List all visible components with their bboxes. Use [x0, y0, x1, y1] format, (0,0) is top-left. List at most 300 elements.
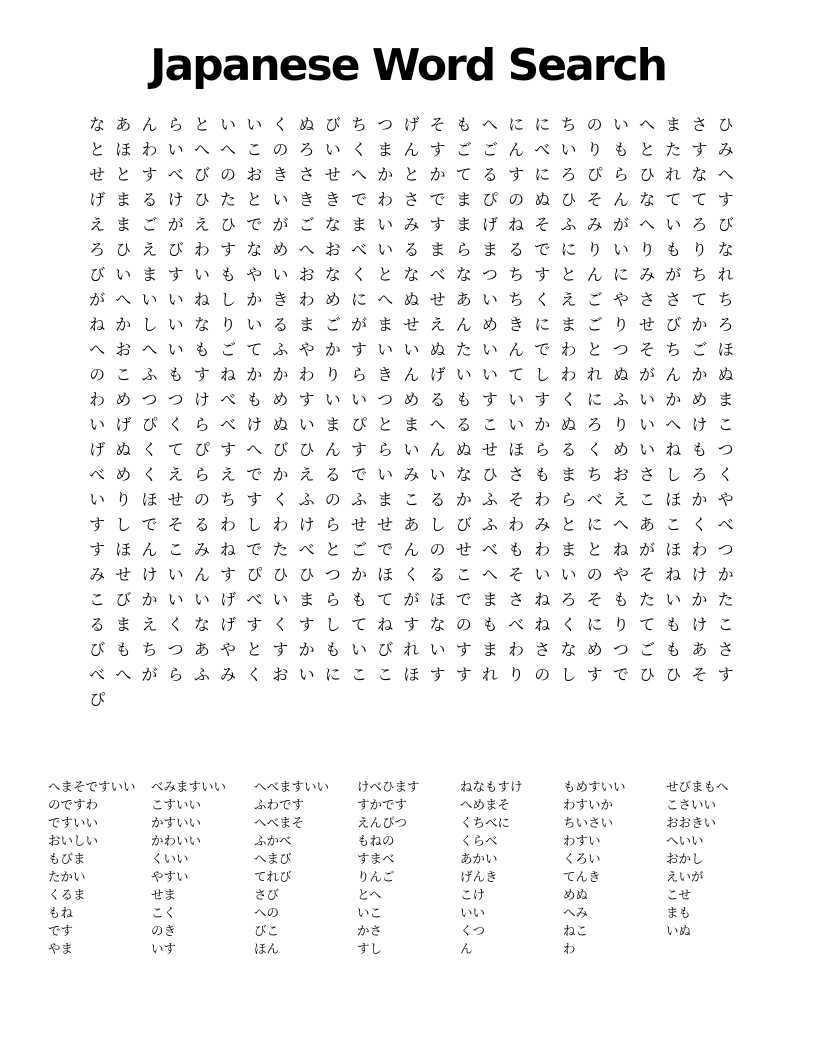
grid-letter: そ [639, 340, 656, 359]
grid-letter: す [717, 190, 734, 209]
grid-letter: ふ [481, 490, 498, 509]
grid-letter: に [534, 315, 551, 334]
grid-letter: こ [403, 490, 420, 509]
grid-letter: せ [377, 515, 394, 534]
grid-letter: も [193, 340, 210, 359]
grid-letter: な [193, 615, 210, 634]
grid-letter: ね [612, 540, 629, 559]
grid-letter: べ [350, 240, 367, 259]
word-list-item: わすい [563, 833, 601, 848]
grid-letter: み [403, 465, 420, 484]
grid-letter: り [612, 615, 629, 634]
grid-letter: い [272, 265, 289, 284]
word-list-item: へべまそ [254, 815, 305, 830]
grid-letter: と [586, 340, 603, 359]
grid-letter: と [324, 540, 341, 559]
grid-letter: い [350, 640, 367, 659]
grid-letter: り [115, 490, 132, 509]
grid-letter: く [272, 490, 289, 509]
grid-letter: す [534, 390, 551, 409]
grid-letter: く [246, 665, 263, 684]
grid-letter: て [350, 615, 367, 634]
grid-letter: ひ [481, 465, 498, 484]
grid-letter: ご [298, 215, 315, 234]
grid-letter: せ [89, 165, 106, 184]
grid-letter: み [534, 515, 551, 534]
grid-letter: も [115, 640, 132, 659]
grid-letter: つ [612, 640, 629, 659]
grid-letter: ほ [665, 540, 682, 559]
grid-letter: べ [586, 490, 603, 509]
grid-letter: ろ [89, 240, 106, 259]
grid-letter: と [586, 540, 603, 559]
grid-letter: な [639, 190, 656, 209]
grid-letter: く [272, 615, 289, 634]
word-list-column [254, 778, 357, 958]
word-list-item: いす [151, 941, 177, 956]
grid-letter: ぴ [246, 565, 263, 584]
grid-letter: れ [403, 640, 420, 659]
grid-letter: お [612, 465, 629, 484]
grid-letter: ま [298, 315, 315, 334]
word-list-item: すかです [357, 797, 408, 812]
grid-letter: さ [639, 290, 656, 309]
grid-letter: ね [534, 615, 551, 634]
grid-letter: い [377, 240, 394, 259]
grid-letter: ぬ [534, 190, 551, 209]
grid-letter: い [272, 590, 289, 609]
grid-letter: ご [586, 290, 603, 309]
grid-letter: ん [612, 190, 629, 209]
word-list-column [460, 778, 563, 958]
grid-letter: り [612, 315, 629, 334]
grid-letter: す [455, 640, 472, 659]
word-list-item: えいが [666, 869, 704, 884]
grid-letter: ぴ [141, 415, 158, 434]
grid-letter: る [481, 165, 498, 184]
grid-letter: わ [141, 140, 158, 159]
grid-letter: ん [141, 540, 158, 559]
word-list-item: ん [460, 941, 473, 956]
grid-letter: い [534, 565, 551, 584]
grid-letter: く [691, 515, 708, 534]
grid-letter: ら [612, 165, 629, 184]
grid-letter: せ [403, 315, 420, 334]
grid-letter: わ [272, 515, 289, 534]
grid-letter: ま [481, 640, 498, 659]
grid-letter: ろ [560, 165, 577, 184]
grid-letter: お [246, 165, 263, 184]
grid-letter: ろ [560, 590, 577, 609]
grid-letter: と [560, 265, 577, 284]
grid-letter: り [639, 240, 656, 259]
grid-letter: に [534, 115, 551, 134]
word-list-item: けべひます [357, 779, 420, 794]
word-list-item: いい [460, 905, 486, 920]
grid-letter: が [272, 215, 289, 234]
grid-letter: た [639, 590, 656, 609]
grid-letter: の [455, 615, 472, 634]
grid-letter: ほ [115, 140, 132, 159]
grid-letter: へ [115, 290, 132, 309]
grid-letter: す [246, 615, 263, 634]
grid-letter: て [246, 340, 263, 359]
grid-letter: か [377, 165, 394, 184]
grid-letter: く [167, 615, 184, 634]
grid-letter: へ [639, 115, 656, 134]
grid-letter: い [481, 290, 498, 309]
grid-letter: け [167, 190, 184, 209]
grid-letter: ふ [481, 515, 498, 534]
grid-letter: ら [167, 115, 184, 134]
grid-letter: で [534, 240, 551, 259]
grid-letter: け [246, 415, 263, 434]
grid-letter: る [272, 315, 289, 334]
grid-letter: こ [246, 140, 263, 159]
grid-letter: ま [481, 590, 498, 609]
grid-letter: い [612, 115, 629, 134]
grid-letter: り [220, 315, 237, 334]
grid-letter: が [350, 315, 367, 334]
grid-letter: び [167, 240, 184, 259]
grid-letter: ち [717, 290, 734, 309]
grid-letter: ま [560, 465, 577, 484]
grid-letter: ん [193, 565, 210, 584]
grid-letter: ひ [220, 215, 237, 234]
grid-letter: ん [429, 440, 446, 459]
grid-letter: ん [508, 340, 525, 359]
grid-letter: れ [665, 165, 682, 184]
grid-letter: ひ [115, 240, 132, 259]
grid-letter: え [220, 465, 237, 484]
grid-letter: す [429, 215, 446, 234]
word-list-column [151, 778, 254, 958]
grid-letter: へ [612, 515, 629, 534]
grid-letter: け [691, 615, 708, 634]
grid-letter: け [193, 390, 210, 409]
grid-letter: な [717, 240, 734, 259]
grid-letter: ぴ [586, 165, 603, 184]
grid-letter: や [612, 565, 629, 584]
grid-letter: い [429, 640, 446, 659]
grid-letter: ま [324, 415, 341, 434]
word-list-item: のですわ [48, 797, 99, 812]
grid-letter: ふ [272, 340, 289, 359]
grid-letter: も [481, 615, 498, 634]
word-list-item: くるま [48, 887, 86, 902]
grid-letter: く [586, 440, 603, 459]
grid-letter: が [639, 365, 656, 384]
grid-letter: ひ [639, 665, 656, 684]
grid-letter: わ [298, 290, 315, 309]
grid-letter: い [324, 140, 341, 159]
grid-letter: い [220, 115, 237, 134]
grid-letter: そ [691, 665, 708, 684]
grid-letter: そ [586, 590, 603, 609]
grid-letter: か [246, 290, 263, 309]
grid-letter: ひ [639, 165, 656, 184]
grid-letter: の [429, 540, 446, 559]
grid-letter: も [534, 465, 551, 484]
grid-letter: や [717, 490, 734, 509]
grid-letter: ら [350, 365, 367, 384]
grid-letter: て [691, 190, 708, 209]
grid-letter: の [324, 490, 341, 509]
grid-letter: る [403, 240, 420, 259]
grid-letter: え [89, 215, 106, 234]
grid-letter: な [429, 615, 446, 634]
word-list-item: べみますいい [151, 779, 227, 794]
grid-letter: で [377, 540, 394, 559]
word-list-item: おかし [666, 851, 704, 866]
grid-letter: も [508, 540, 525, 559]
grid-letter: つ [324, 565, 341, 584]
grid-letter: さ [717, 640, 734, 659]
word-list [48, 778, 769, 958]
grid-letter: ん [508, 140, 525, 159]
grid-letter: べ [481, 540, 498, 559]
grid-letter: も [167, 365, 184, 384]
grid-letter: ね [220, 540, 237, 559]
grid-letter: し [560, 665, 577, 684]
word-list-item: わ [563, 941, 576, 956]
grid-letter: す [350, 340, 367, 359]
word-list-item: ねなもすけ [460, 779, 523, 794]
grid-letter: す [272, 640, 289, 659]
word-list-item: えんぴつ [357, 815, 408, 830]
grid-letter: ら [534, 440, 551, 459]
grid-letter: さ [508, 465, 525, 484]
grid-letter: か [665, 390, 682, 409]
grid-letter: ほ [141, 490, 158, 509]
grid-letter: ま [115, 215, 132, 234]
grid-letter: ぴ [89, 690, 106, 709]
grid-letter: せ [324, 165, 341, 184]
grid-letter: け [691, 565, 708, 584]
grid-letter: が [141, 665, 158, 684]
grid-letter: の [193, 490, 210, 509]
word-list-item: へまそですいい [48, 779, 136, 794]
grid-letter: す [220, 565, 237, 584]
grid-letter: す [193, 365, 210, 384]
grid-letter: す [455, 665, 472, 684]
word-list-item: ふかべ [254, 833, 292, 848]
grid-letter: が [167, 215, 184, 234]
word-list-item: おいしい [48, 833, 99, 848]
grid-letter: お [115, 340, 132, 359]
word-list-item: まも [666, 905, 692, 920]
word-list-item: こすいい [151, 797, 202, 812]
grid-letter: せ [481, 440, 498, 459]
grid-letter: わ [298, 365, 315, 384]
grid-letter: て [639, 615, 656, 634]
grid-letter: い [167, 565, 184, 584]
grid-letter: い [89, 490, 106, 509]
grid-letter: た [455, 340, 472, 359]
word-list-item: やすい [151, 869, 189, 884]
grid-letter: ろ [691, 465, 708, 484]
grid-letter: あ [639, 515, 656, 534]
grid-letter: お [272, 665, 289, 684]
grid-letter: つ [377, 390, 394, 409]
grid-letter: そ [167, 515, 184, 534]
word-list-item: せま [151, 887, 177, 902]
grid-letter: ね [220, 365, 237, 384]
grid-letter: べ [429, 265, 446, 284]
grid-letter: て [508, 365, 525, 384]
grid-letter: で [612, 665, 629, 684]
word-list-item: へめまそ [460, 797, 511, 812]
grid-letter: わ [560, 365, 577, 384]
word-list-item: ねこ [563, 923, 589, 938]
grid-letter: す [586, 665, 603, 684]
grid-letter: そ [639, 565, 656, 584]
grid-letter: く [141, 465, 158, 484]
grid-letter: す [298, 390, 315, 409]
grid-letter: し [141, 315, 158, 334]
grid-letter: で [429, 190, 446, 209]
grid-letter: ぬ [115, 440, 132, 459]
word-list-item: りんご [357, 869, 395, 884]
grid-letter: げ [89, 440, 106, 459]
grid-letter: べ [220, 415, 237, 434]
word-list-item: てれび [254, 869, 292, 884]
grid-letter: へ [193, 140, 210, 159]
word-list-item: やま [48, 941, 74, 956]
grid-letter: こ [717, 615, 734, 634]
grid-letter: へ [298, 240, 315, 259]
grid-letter: も [246, 390, 263, 409]
grid-letter: み [89, 565, 106, 584]
grid-letter: も [455, 390, 472, 409]
word-list-item: かすいい [151, 815, 202, 830]
grid-letter: わ [534, 490, 551, 509]
grid-letter: で [246, 540, 263, 559]
word-list-item: いぬ [666, 923, 692, 938]
grid-letter: の [586, 115, 603, 134]
grid-letter: い [665, 215, 682, 234]
grid-letter: ご [481, 140, 498, 159]
grid-letter: ご [455, 140, 472, 159]
grid-letter: し [246, 515, 263, 534]
word-list-item: こせ [666, 887, 692, 902]
grid-letter: び [324, 115, 341, 134]
grid-letter: ん [324, 440, 341, 459]
grid-letter: ん [141, 115, 158, 134]
word-list-item: ほん [254, 941, 280, 956]
grid-letter: る [455, 415, 472, 434]
grid-letter: え [429, 315, 446, 334]
grid-letter: ご [220, 340, 237, 359]
grid-letter: な [691, 165, 708, 184]
grid-letter: も [455, 115, 472, 134]
grid-letter: い [193, 590, 210, 609]
grid-letter: い [481, 340, 498, 359]
grid-letter: ん [665, 365, 682, 384]
grid-letter: き [298, 190, 315, 209]
grid-letter: に [586, 515, 603, 534]
grid-letter: べ [220, 390, 237, 409]
grid-letter: ま [403, 415, 420, 434]
grid-letter: か [272, 465, 289, 484]
grid-letter: と [193, 115, 210, 134]
grid-letter: こ [167, 540, 184, 559]
grid-letter: の [272, 140, 289, 159]
grid-letter: で [534, 340, 551, 359]
grid-letter: す [220, 240, 237, 259]
grid-letter: こ [89, 590, 106, 609]
grid-letter: い [193, 265, 210, 284]
grid-letter: へ [141, 340, 158, 359]
grid-letter: へ [429, 415, 446, 434]
word-list-item: いこ [357, 905, 383, 920]
grid-letter: も [350, 590, 367, 609]
word-list-item: ふわです [254, 797, 305, 812]
grid-letter: い [272, 190, 289, 209]
grid-letter: ご [639, 640, 656, 659]
grid-letter: ほ [403, 665, 420, 684]
grid-letter: ま [350, 215, 367, 234]
word-list-item: くろい [563, 851, 601, 866]
word-list-item: さび [254, 887, 280, 902]
grid-letter: つ [141, 390, 158, 409]
grid-letter: に [586, 390, 603, 409]
grid-letter: ほ [665, 490, 682, 509]
word-list-column [357, 778, 460, 958]
grid-letter: い [167, 590, 184, 609]
grid-letter: ふ [350, 490, 367, 509]
grid-letter: ぬ [717, 365, 734, 384]
grid-letter: や [246, 265, 263, 284]
grid-letter: い [141, 290, 158, 309]
grid-letter: わ [377, 190, 394, 209]
grid-letter: く [717, 465, 734, 484]
grid-letter: み [193, 540, 210, 559]
grid-letter: に [586, 615, 603, 634]
grid-letter: い [377, 465, 394, 484]
grid-letter: な [324, 215, 341, 234]
grid-letter: ね [89, 315, 106, 334]
word-list-item: ですいい [48, 815, 99, 830]
grid-letter: が [639, 540, 656, 559]
grid-letter: と [377, 265, 394, 284]
grid-letter: る [89, 615, 106, 634]
grid-letter: せ [167, 490, 184, 509]
grid-letter: て [691, 290, 708, 309]
grid-letter: ら [324, 590, 341, 609]
grid-letter: り [586, 140, 603, 159]
word-list-item: おおきい [666, 815, 717, 830]
grid-letter: す [717, 665, 734, 684]
grid-letter: わ [508, 640, 525, 659]
grid-letter: ら [324, 515, 341, 534]
grid-letter: さ [403, 190, 420, 209]
grid-letter: が [403, 590, 420, 609]
grid-letter: く [560, 390, 577, 409]
grid-letter: か [141, 590, 158, 609]
grid-letter: る [429, 490, 446, 509]
grid-letter: と [639, 140, 656, 159]
grid-letter: す [298, 615, 315, 634]
grid-letter: び [193, 165, 210, 184]
grid-letter: へ [717, 165, 734, 184]
grid-letter: る [429, 565, 446, 584]
grid-letter: に [508, 115, 525, 134]
grid-letter: ま [481, 240, 498, 259]
grid-letter: し [115, 515, 132, 534]
word-list-item: です [48, 923, 74, 938]
grid-letter: も [324, 640, 341, 659]
